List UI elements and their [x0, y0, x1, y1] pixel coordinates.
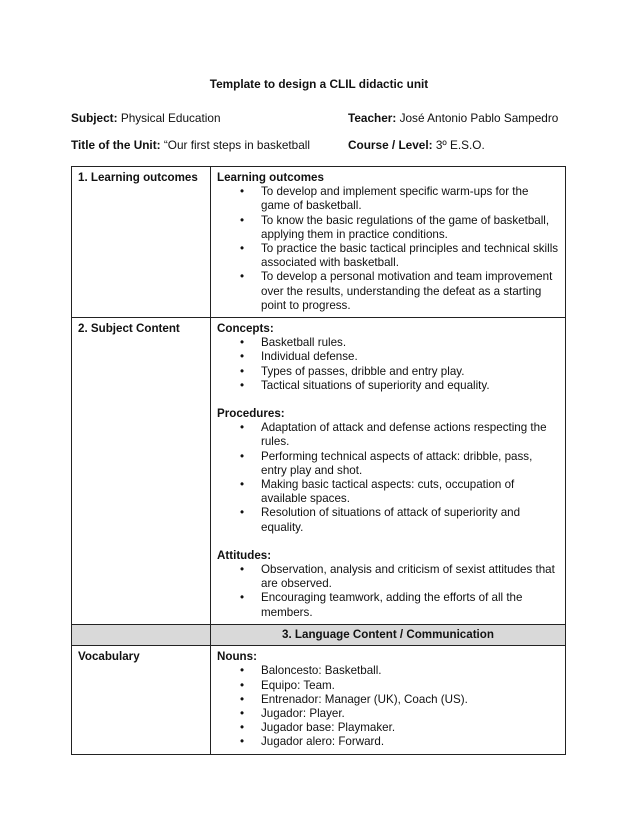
course-label: Course / Level:: [348, 138, 433, 152]
list-item: • Basketball rules.: [261, 336, 559, 350]
subject-content-cell: [211, 318, 566, 625]
unit-title-value: “Our first steps in basketball: [163, 138, 311, 152]
list-item: • Entrenador: Manager (UK), Coach (US).: [261, 693, 559, 707]
course-line: [348, 138, 485, 152]
didactic-unit-table: [71, 166, 566, 755]
language-content-row: [72, 624, 566, 645]
teacher-line: [348, 111, 558, 125]
attitudes-list: [217, 563, 559, 620]
nouns-list: [217, 664, 559, 749]
document-title: Template to design a CLIL didactic unit: [209, 77, 429, 91]
teacher-value: José Antonio Pablo Sampedro: [399, 111, 559, 125]
learning-outcomes-cell: [211, 167, 566, 318]
subject-line: [71, 111, 221, 125]
subject-label: Subject:: [71, 111, 118, 125]
learning-outcomes-row: [72, 167, 566, 318]
list-item: • Adaptation of attack and defense actions respecting the rules.: [261, 421, 559, 449]
list-item: • Types of passes, dribble and entry play.: [261, 365, 559, 379]
list-item: • To develop a personal motivation and team improvement over the results, understanding the defeat as a starting point to progress.: [261, 270, 559, 313]
list-item: • To develop and implement specific warm-ups for the game of basketball.: [261, 185, 559, 213]
list-item: • Observation, analysis and criticism of sexist attitudes that are observed.: [261, 563, 559, 591]
list-item: • Jugador alero: Forward.: [261, 735, 559, 749]
course-value: 3º E.S.O.: [435, 138, 485, 152]
vocabulary-row: [72, 646, 566, 754]
unit-title-line: [71, 138, 310, 152]
vocabulary-cell: [211, 646, 566, 754]
list-item: • Jugador: Player.: [261, 707, 559, 721]
vocabulary-label: Vocabulary: [72, 646, 211, 754]
concepts-heading: Concepts:: [217, 322, 274, 336]
list-item: • Tactical situations of superiority and equality.: [261, 379, 559, 393]
list-item: • Equipo: Team.: [261, 679, 559, 693]
attitudes-heading: Attitudes:: [217, 548, 272, 562]
learning-outcomes-list: [217, 185, 559, 313]
nouns-heading: Nouns:: [217, 650, 257, 664]
list-item: • Jugador base: Playmaker.: [261, 721, 559, 735]
procedures-heading: Procedures:: [217, 407, 285, 421]
procedures-list: [217, 421, 559, 535]
list-item: • Making basic tactical aspects: cuts, occupation of available spaces.: [261, 478, 559, 506]
list-item: • Performing technical aspects of attack: dribble, pass, entry play and shot.: [261, 450, 559, 478]
learning-outcomes-heading: Learning outcomes: [217, 171, 324, 184]
list-item: • Encouraging teamwork, adding the efforts of all the members.: [261, 591, 559, 619]
subject-content-row: [72, 318, 566, 625]
language-content-heading: 3. Language Content / Communication: [211, 624, 566, 645]
subject-content-label: 2. Subject Content: [72, 318, 211, 625]
list-item: • Resolution of situations of attack of superiority and equality.: [261, 506, 559, 534]
subject-value: Physical Education: [120, 111, 221, 125]
teacher-label: Teacher:: [348, 111, 397, 125]
concepts-list: [217, 336, 559, 393]
list-item: • To know the basic regulations of the game of basketball, applying them in practice conditions.: [261, 214, 559, 242]
language-content-spacer: [72, 624, 211, 645]
learning-outcomes-label: 1. Learning outcomes: [72, 167, 211, 318]
list-item: • Baloncesto: Basketball.: [261, 664, 559, 678]
unit-title-label: Title of the Unit:: [71, 138, 161, 152]
list-item: • Individual defense.: [261, 350, 559, 364]
list-item: • To practice the basic tactical principles and technical skills associated with basketball.: [261, 242, 559, 270]
